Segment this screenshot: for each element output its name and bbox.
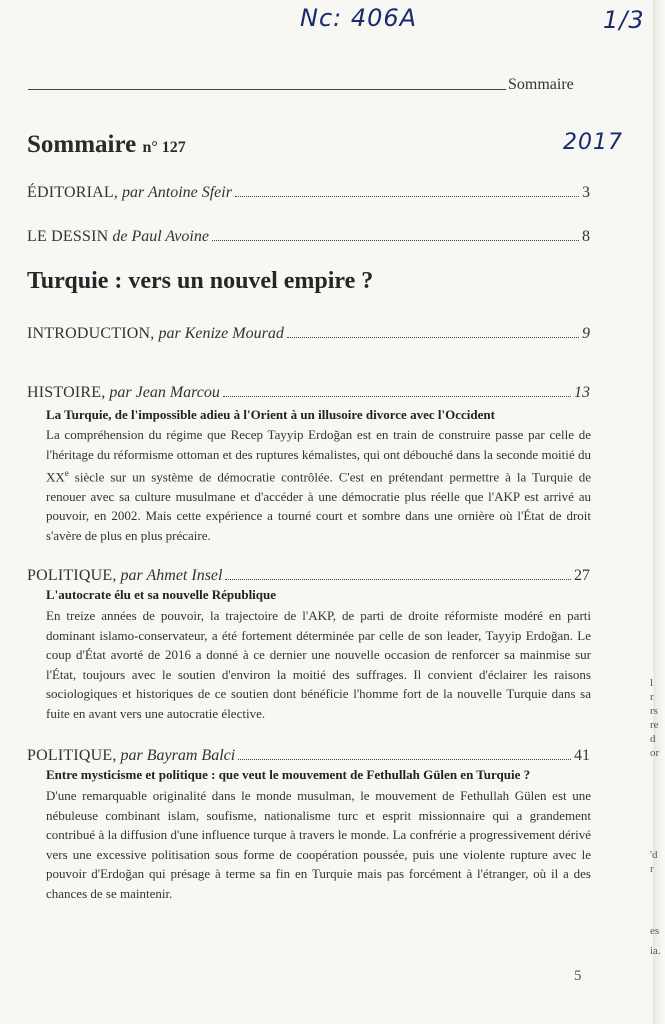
- article-abstract: En treize années de pouvoir, la trajectoire de l'AKP, de parti de droite réformiste modéré en parti dominant islamo-conservateur, a été fortement déterminée par celle de son leader, Tayyip Erdoğan. Le coup d'État avorté de 2016 a donné à ce dernier une nouvelle occasion de renforcer sa mainmise sur l'État, toujours avec le soutien d'environ la moitié des suffrages. Il convient d'éclairer les raisons sociologiques et historiques de ce soutien dont bénéficie l'homme fort de la nouvelle Turquie dans sa fuite en avant vers une autocratie élective.: [46, 608, 591, 721]
- toc-author: par Bayram Balci: [120, 747, 236, 764]
- toc-page: 8: [582, 228, 590, 245]
- margin-fragment: ia.: [650, 945, 661, 957]
- margin-fragment: re: [650, 719, 659, 731]
- toc-author: par Antoine Sfeir: [122, 184, 232, 201]
- toc-author: par Jean Marcou: [109, 384, 220, 401]
- summary-title: Sommaire: [27, 131, 137, 158]
- toc-page: 3: [582, 184, 590, 201]
- margin-fragment: es: [650, 925, 660, 937]
- toc-section: POLITIQUE,: [27, 747, 117, 764]
- article-title: Entre mysticisme et politique : que veut le mouvement de Fethullah Gülen en Turquie ?: [46, 767, 531, 782]
- article-abstract: D'une remarquable originalité dans le monde musulman, le mouvement de Fethullah Gülen est une nébuleuse combinant islam, soufisme, nationalisme turc et esprit missionnaire qui a grandement contribué à la diffusion d'une influence turque à travers le monde. La confrérie a progressivement dérivé vers une excessive politisation sous forme de coopération poussée, puis une violente rupture avec le pouvoir d'Erdoğan qui présage à terme sa fin en Turquie mais pas forcément à l'étranger, où il a des chances de se maintenir.: [46, 788, 591, 901]
- article-title: L'autocrate élu et sa nouvelle République: [46, 587, 277, 602]
- margin-fragment: rs: [650, 705, 658, 717]
- toc-leader: [223, 396, 571, 397]
- margin-fragment: r: [650, 863, 654, 875]
- page-title: [27, 131, 186, 159]
- toc-author: par Ahmet Insel: [120, 567, 223, 584]
- toc-page: 41: [574, 747, 590, 764]
- handwritten-page-count: 1/3: [603, 6, 645, 34]
- header-rule: [28, 89, 506, 90]
- margin-fragment: r: [650, 691, 654, 703]
- margin-fragment: d: [650, 733, 656, 745]
- toc-section: ÉDITORIAL,: [27, 184, 119, 201]
- margin-fragments: [650, 676, 661, 958]
- toc-leader: [212, 240, 579, 241]
- running-head: Sommaire: [508, 76, 574, 93]
- toc-entry-politique-insel[interactable]: [27, 567, 590, 585]
- margin-fragment: l: [650, 677, 654, 689]
- toc-page: 13: [574, 384, 590, 401]
- handwritten-year: 2017: [563, 130, 623, 155]
- toc-author: par Kenize Mourad: [158, 325, 284, 342]
- toc-entry-histoire[interactable]: [27, 384, 590, 402]
- toc-section: POLITIQUE,: [27, 567, 117, 584]
- handwritten-reference: Nc: 406A: [300, 4, 418, 32]
- margin-fragment: or: [650, 747, 660, 759]
- margin-fragment: 'd: [650, 849, 658, 861]
- toc-entry-editorial[interactable]: [27, 184, 590, 202]
- toc-leader: [235, 196, 579, 197]
- issue-number: n° 127: [142, 139, 186, 156]
- toc-section: INTRODUCTION,: [27, 325, 155, 342]
- toc-entry-introduction[interactable]: [27, 325, 590, 343]
- dossier-title: Turquie : vers un nouvel empire ?: [27, 268, 374, 294]
- page-number: 5: [574, 968, 582, 984]
- toc-leader: [287, 337, 579, 338]
- toc-entry-dessin[interactable]: [27, 228, 590, 246]
- toc-leader: [238, 759, 571, 760]
- toc-author: de Paul Avoine: [112, 228, 209, 245]
- toc-section: LE DESSIN: [27, 228, 109, 245]
- article-title: La Turquie, de l'impossible adieu à l'Orient à un illusoire divorce avec l'Occident: [46, 407, 495, 422]
- article-abstract: La compréhension du régime que Recep Tayyip Erdoğan est en train de construire passe par celle de l'héritage du réformisme ottoman et des ruptures kémalistes, qui ont débouché dans la seconde moitié du XXe siècle sur un système de démocratie contrôlée. C'est en prétendant permettre à la Turquie de renouer avec sa culture musulmane et d'accéder à une démocratie plus réelle que l'AKP est arrivé au pouvoir, en 2002. Mais cette expérience a tourné court et sombre dans une ornière où l'État de droit s'avère de plus en plus précaire.: [46, 427, 591, 543]
- toc-page: 27: [574, 567, 590, 584]
- toc-entry-politique-balci[interactable]: [27, 747, 590, 765]
- toc-section: HISTOIRE,: [27, 384, 106, 401]
- toc-page: 9: [582, 325, 590, 342]
- toc-leader: [225, 579, 571, 580]
